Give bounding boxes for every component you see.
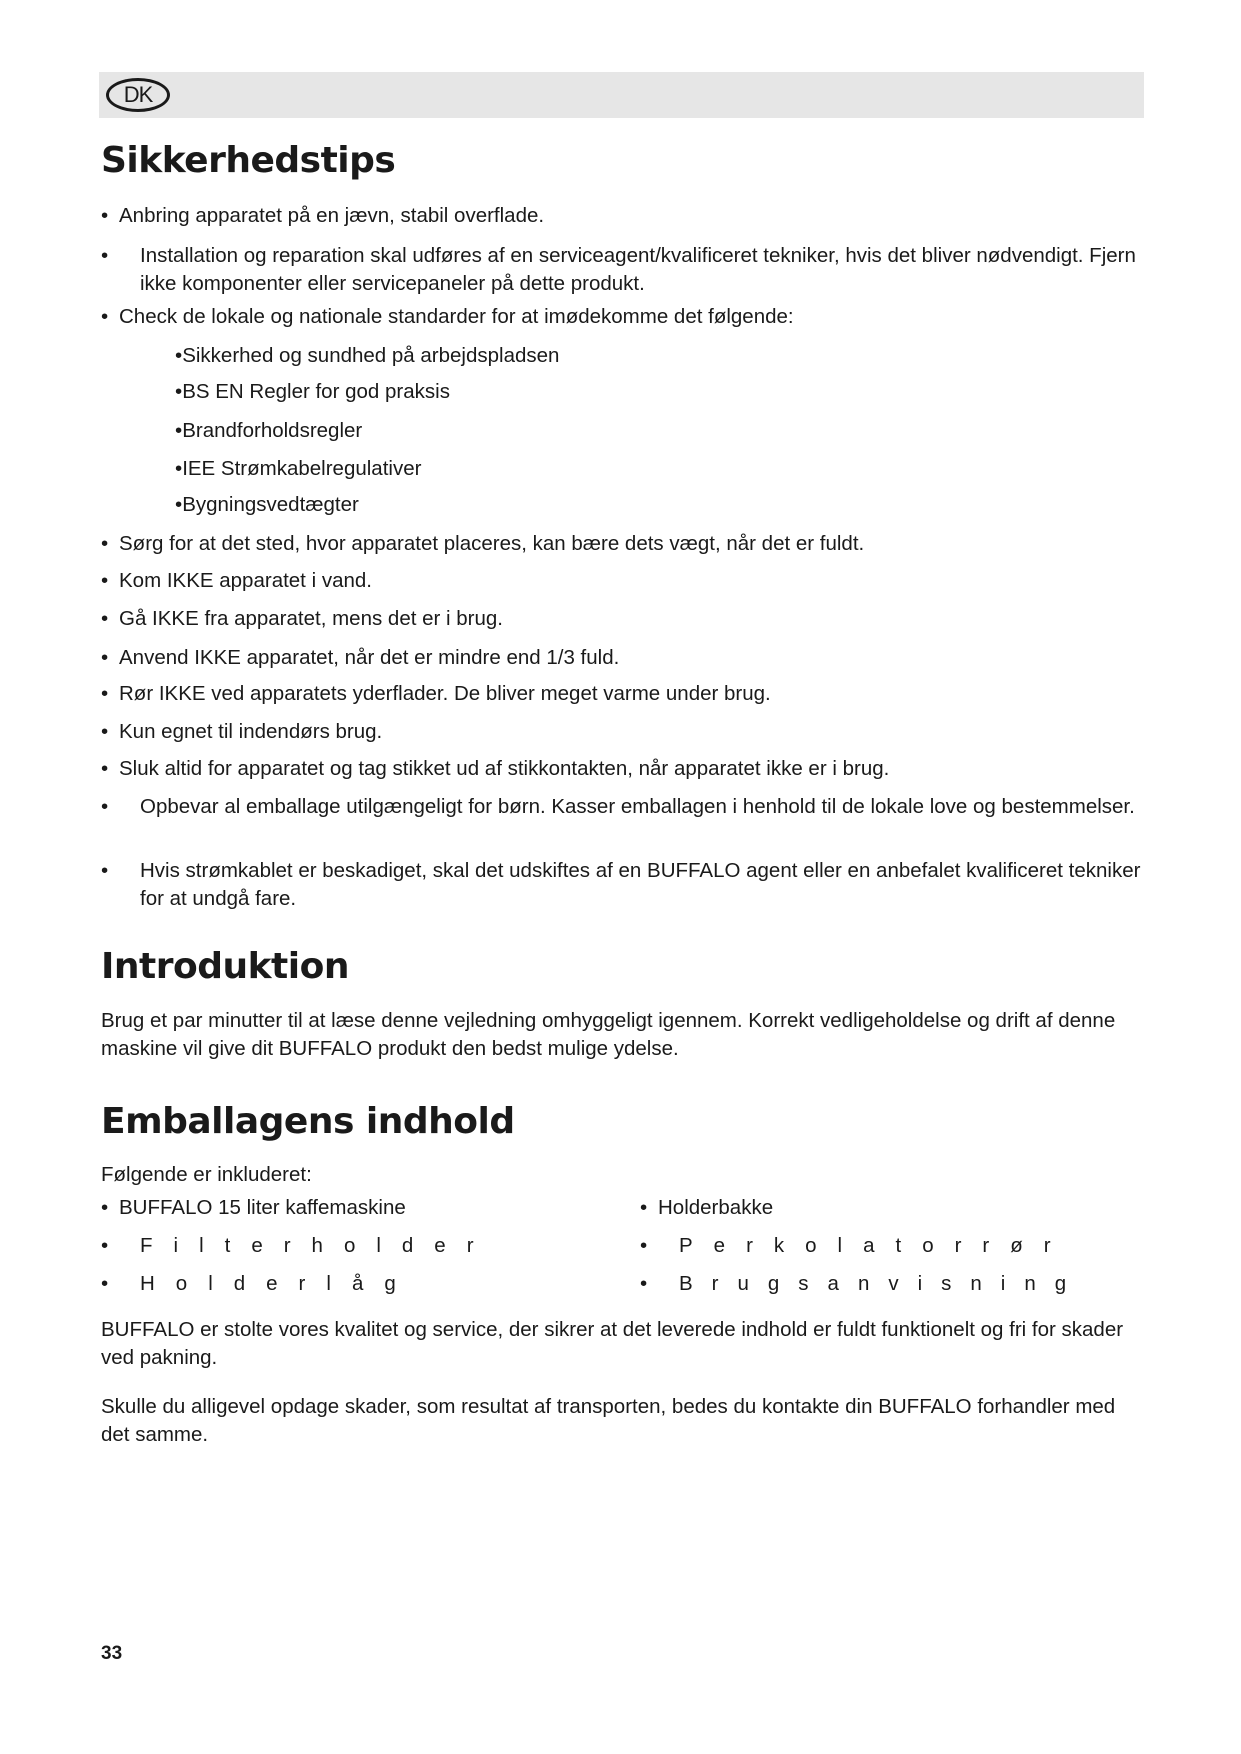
safety-item: • Rør IKKE ved apparatets yderflader. De bliver meget varme under brug. <box>101 682 771 705</box>
safety-item: • Gå IKKE fra apparatet, mens det er i brug. <box>101 607 504 630</box>
package-item: • Brugsanvisning <box>640 1272 1086 1295</box>
safety-item: • Opbevar al emballage utilgængeligt for børn. Kasser emballagen i henhold til de lokale love og bestemmelser. <box>101 795 1135 818</box>
safety-item: • Sluk altid for apparatet og tag stikket ud af stikkontakten, når apparatet ikke er i brug. <box>101 757 890 780</box>
intro-heading: Introduktion <box>101 946 349 987</box>
standard-item: •Sikkerhed og sundhed på arbejdspladsen <box>175 344 560 367</box>
standard-item: •BS EN Regler for god praksis <box>175 380 450 403</box>
safety-item: • Sørg for at det sted, hvor apparatet placeres, kan bære dets vægt, når det er fuldt. <box>101 532 865 555</box>
package-item: • Holderbakke <box>640 1196 774 1219</box>
intro-text: Brug et par minutter til at læse denne vejledning omhyggeligt igennem. Korrekt vedligeholdelse og drift af denne maskine vil give dit BUFFALO produkt den bedst mulige ydelse. <box>101 1009 1116 1060</box>
package-heading: Emballagens indhold <box>101 1101 515 1142</box>
package-damage-text: Skulle du alligevel opdage skader, som resultat af transporten, bedes du kontakte din BUFFALO forhandler med det samme. <box>101 1395 1116 1446</box>
package-item: • Filterholder <box>101 1234 495 1257</box>
package-quality-text: BUFFALO er stolte vores kvalitet og service, der sikrer at det leverede indhold er fuldt funktionelt og fri for skader ved pakning. <box>101 1318 1124 1369</box>
package-item: • Perkolatorrør <box>640 1234 1072 1257</box>
safety-heading: Sikkerhedstips <box>101 140 396 181</box>
standard-item: •Bygningsvedtægter <box>175 493 359 516</box>
package-item: • Holderlåg <box>101 1272 417 1295</box>
safety-item: • Installation og reparation skal udføres af en serviceagent/kvalificeret tekniker, hvis det bliver nødvendigt. Fjern ikke komponenter eller servicepaneler på dette produkt. <box>101 244 1136 295</box>
safety-item: • Hvis strømkablet er beskadiget, skal det udskiftes af en BUFFALO agent eller en anbefalet kvalificeret tekniker for at undgå fare. <box>101 859 1141 910</box>
page-number: 33 <box>101 1643 123 1664</box>
standard-item: •Brandforholdsregler <box>175 419 363 442</box>
safety-item: • Kom IKKE apparatet i vand. <box>101 569 372 592</box>
standard-item: •IEE Strømkabelregulativer <box>175 457 422 480</box>
language-badge: DK <box>106 78 170 112</box>
safety-item: • Anbring apparatet på en jævn, stabil overflade. <box>101 204 545 227</box>
package-lead: Følgende er inkluderet: <box>101 1163 312 1186</box>
safety-item: • Anvend IKKE apparatet, når det er mindre end 1/3 fuld. <box>101 646 620 669</box>
package-item: • BUFFALO 15 liter kaffemaskine <box>101 1196 406 1219</box>
safety-item: • Check de lokale og nationale standarder for at imødekomme det følgende: <box>101 305 794 328</box>
safety-item: • Kun egnet til indendørs brug. <box>101 720 383 743</box>
language-bar <box>99 72 1144 118</box>
